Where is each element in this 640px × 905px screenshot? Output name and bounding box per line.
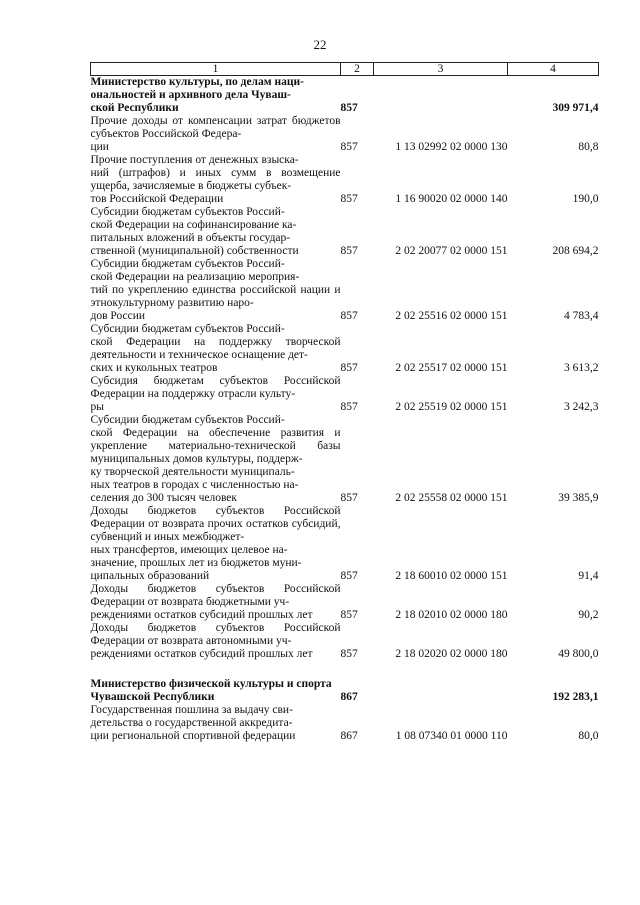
group-spacer <box>91 661 599 678</box>
row-amount: 3 242,3 <box>564 401 599 413</box>
row-amount: 39 385,9 <box>558 492 599 504</box>
page-number: 22 <box>313 37 327 52</box>
row-description: Доходы бюджетов субъектов Российской Федерации от возврата автономными уч- реждениями остатков субсидий прошлых лет <box>90 622 341 660</box>
column-header-1: 1 <box>91 63 341 76</box>
row-indicator: 857 <box>340 492 358 504</box>
row-indicator: 857 <box>340 570 358 582</box>
table-row <box>91 206 599 258</box>
row-amount: 4 783,4 <box>564 310 599 322</box>
row-code: 1 16 90020 02 0000 140 <box>395 193 508 205</box>
column-header-3: 3 <box>374 63 508 76</box>
table-row <box>91 622 599 661</box>
row-indicator: 857 <box>340 401 358 413</box>
budget-revenue-table <box>90 62 599 743</box>
row-indicator: 857 <box>340 609 358 621</box>
row-description: Субсидии бюджетам субъектов Россий- ской Федерации на обеспечение развития и укрепление материально-технической базы муниципальных домов культуры, поддерж- ку творческой деятельности муниципаль- ных театров в городах с численностью на- селения до 300 тысяч человек <box>90 414 341 504</box>
row-description: Прочие поступления от денежных взыска- ний (штрафов) и иных сумм в возмещение ущерба, зачисляемые в бюджеты субъек- тов Российской Федерации <box>90 154 341 205</box>
column-header-4: 4 <box>508 63 599 76</box>
table-row <box>91 115 599 154</box>
table-row <box>91 505 599 583</box>
row-code: 2 02 25517 02 0000 151 <box>395 362 508 374</box>
ministry-amount: 309 971,4 <box>552 102 599 114</box>
ministry-amount: 192 283,1 <box>552 691 599 703</box>
ministry-indicator: 857 <box>340 102 358 114</box>
row-description: Доходы бюджетов субъектов Российской Федерации от возврата прочих остатков субсидий, субвенций и иных межбюджет- ных трансфертов, имеющих целевое на- значение, прошлых лет из бюджетов муни- ципальных образований <box>90 505 341 582</box>
column-header-2: 2 <box>341 63 374 76</box>
row-indicator: 857 <box>340 362 358 374</box>
row-code: 2 18 02020 02 0000 180 <box>395 648 508 660</box>
table-row <box>91 258 599 323</box>
ministry-name: Министерство культуры, по делам наци- ональностей и архивного дела Чуваш- ской Республики <box>90 76 304 114</box>
row-code: 2 02 20077 02 0000 151 <box>395 245 508 257</box>
row-description: Субсидии бюджетам субъектов Россий- ской Федерации на софинансирование ка- питальных вложений в объекты государ- ственной (муниципальной) собственности <box>90 206 299 257</box>
table-row <box>91 414 599 505</box>
row-amount: 80,0 <box>578 730 599 742</box>
table-row <box>91 375 599 414</box>
table-row <box>91 704 599 743</box>
row-code: 2 02 25558 02 0000 151 <box>395 492 508 504</box>
row-indicator: 857 <box>340 193 358 205</box>
row-indicator: 857 <box>340 245 358 257</box>
row-indicator: 857 <box>340 648 358 660</box>
row-indicator: 857 <box>340 310 358 322</box>
row-indicator: 867 <box>340 730 358 742</box>
row-description: Доходы бюджетов субъектов Российской Федерации от возврата бюджетными уч- реждениями остатков субсидий прошлых лет <box>90 583 341 621</box>
table-row <box>91 323 599 375</box>
ministry-row <box>91 76 599 116</box>
row-amount: 90,2 <box>578 609 599 621</box>
row-indicator: 857 <box>340 141 358 153</box>
ministry-row <box>91 678 599 704</box>
row-code: 2 02 25516 02 0000 151 <box>395 310 508 322</box>
table-header-row <box>91 63 599 76</box>
row-code: 2 18 02010 02 0000 180 <box>395 609 508 621</box>
ministry-code <box>374 76 508 116</box>
table-row <box>91 583 599 622</box>
row-code: 1 13 02992 02 0000 130 <box>395 141 508 153</box>
row-description: Субсидия бюджетам субъектов Российской Федерации на поддержку отрасли культу- ры <box>90 375 341 413</box>
ministry-name: Министерство физической культуры и спорта Чувашской Республики <box>90 678 332 703</box>
row-description: Государственная пошлина за выдачу сви- детельства о государственной аккредита- ции региональной спортивной федерации <box>90 704 296 742</box>
row-amount: 208 694,2 <box>552 245 599 257</box>
row-description: Субсидии бюджетам субъектов Россий- ской Федерации на реализацию мероприя- тий по укреплению единства российской нации и этнокультурному развитию наро- дов России <box>90 258 341 322</box>
row-description: Субсидии бюджетам субъектов Россий- ской Федерации на поддержку творческой деятельности и техническое оснащение дет- ских и кукольных театров <box>90 323 341 374</box>
row-code: 2 18 60010 02 0000 151 <box>395 570 508 582</box>
table-row <box>91 154 599 206</box>
row-amount: 49 800,0 <box>558 648 599 660</box>
row-amount: 80,8 <box>578 141 599 153</box>
row-amount: 190,0 <box>572 193 599 205</box>
row-amount: 91,4 <box>578 570 599 582</box>
row-code: 2 02 25519 02 0000 151 <box>395 401 508 413</box>
ministry-indicator: 867 <box>340 691 358 703</box>
row-code: 1 08 07340 01 0000 110 <box>395 730 508 742</box>
row-amount: 3 613,2 <box>564 362 599 374</box>
row-description: Прочие доходы от компенсации затрат бюджетов субъектов Российской Федера- ции <box>90 115 341 153</box>
ministry-code <box>374 678 508 704</box>
